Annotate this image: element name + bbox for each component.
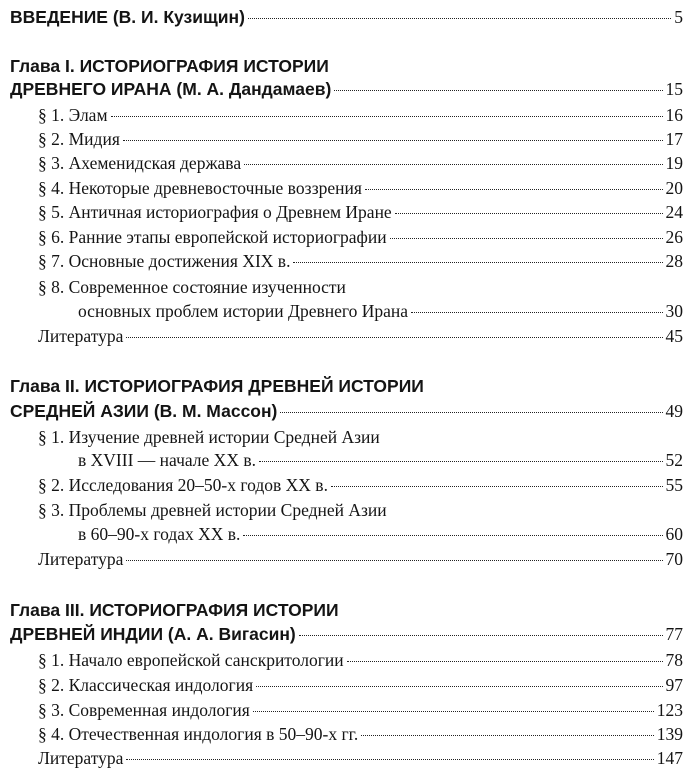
dot-leader (293, 262, 662, 263)
dot-leader (334, 90, 662, 91)
page-number: 24 (665, 202, 683, 222)
dot-leader (248, 18, 671, 19)
dot-leader (365, 189, 663, 190)
entry-title: СРЕДНЕЙ АЗИИ (В. М. Массон) (10, 401, 278, 421)
toc-entry-ch3-sec2[interactable] (38, 674, 683, 696)
dot-leader (111, 116, 663, 117)
toc-entry-ch1-sec6[interactable] (38, 226, 683, 248)
toc-entry-ch2-sec1-line1: § 1. Изучение древней истории Средней Азии (38, 427, 380, 447)
entry-title: § 5. Античная историография о Древнем Иране (38, 202, 392, 222)
entry-title: § 4. Некоторые древневосточные воззрения (38, 178, 362, 198)
page-number: 147 (656, 748, 683, 768)
toc-entry-ch1-sec3[interactable] (38, 152, 683, 174)
page-number: 52 (665, 450, 683, 470)
toc-entry-ch3-sec3[interactable] (38, 699, 683, 721)
dot-leader (244, 164, 662, 165)
dot-leader (299, 635, 663, 636)
toc-entry-ch3-literature[interactable] (38, 747, 683, 769)
toc-entry-ch2-sec2[interactable] (38, 474, 683, 496)
toc-entry-ch1-literature[interactable] (38, 325, 683, 347)
entry-title: § 2. Мидия (38, 129, 120, 149)
entry-title: § 3. Современная индология (38, 700, 250, 720)
toc-entry-ch1-sec5[interactable] (38, 201, 683, 223)
page-number: 30 (665, 301, 683, 321)
entry-title: ДРЕВНЕГО ИРАНА (М. А. Дандамаев) (10, 79, 332, 99)
toc-entry-chapter-2[interactable] (10, 400, 683, 422)
entry-title: § 2. Исследования 20–50-х годов XX в. (38, 475, 328, 495)
dot-leader (243, 535, 662, 536)
dot-leader (123, 140, 663, 141)
toc-entry-ch1-sec8[interactable] (78, 300, 683, 322)
dot-leader (390, 238, 663, 239)
entry-title: Литература (38, 748, 124, 768)
page-number: 139 (656, 724, 683, 744)
chapter-1-title-line1: Глава I. ИСТОРИОГРАФИЯ ИСТОРИИ (10, 56, 329, 76)
entry-title: ВВЕДЕНИЕ (В. И. Кузищин) (10, 7, 245, 27)
entry-title: § 2. Классическая индология (38, 675, 254, 695)
chapter-3-title-line1: Глава III. ИСТОРИОГРАФИЯ ИСТОРИИ (10, 600, 339, 620)
page-number: 123 (656, 700, 683, 720)
dot-leader (256, 686, 662, 687)
page-number: 15 (665, 79, 683, 99)
entry-title: § 1. Элам (38, 105, 108, 125)
page-number: 55 (665, 475, 683, 495)
toc-entry-intro[interactable] (10, 6, 683, 28)
toc-entry-ch2-sec3-line1: § 3. Проблемы древней истории Средней Азии (38, 500, 387, 520)
dot-leader (126, 337, 662, 338)
entry-title: Литература (38, 326, 124, 346)
dot-leader (253, 711, 654, 712)
entry-title: Литература (38, 549, 124, 569)
chapter-2-title-line1: Глава II. ИСТОРИОГРАФИЯ ДРЕВНЕЙ ИСТОРИИ (10, 376, 424, 396)
dot-leader (126, 759, 653, 760)
toc-entry-ch3-sec4[interactable] (38, 723, 683, 745)
page-number: 17 (665, 129, 683, 149)
page-number: 97 (665, 675, 683, 695)
toc-entry-chapter-1[interactable] (10, 78, 683, 100)
page-number: 60 (665, 524, 683, 544)
entry-title: основных проблем истории Древнего Ирана (78, 301, 409, 321)
dot-leader (411, 312, 662, 313)
page-number: 19 (665, 153, 683, 173)
page-number: 49 (665, 401, 683, 421)
dot-leader (331, 486, 663, 487)
page-number: 26 (665, 227, 683, 247)
toc-entry-ch1-sec7[interactable] (38, 250, 683, 272)
toc-entry-ch1-sec1[interactable] (38, 104, 683, 126)
entry-title: § 4. Отечественная индология в 50–90-х гг. (38, 724, 359, 744)
toc-entry-ch2-sec1[interactable] (78, 449, 683, 471)
page-number: 20 (665, 178, 683, 198)
page-number: 77 (665, 624, 683, 644)
toc-entry-ch3-sec1[interactable] (38, 649, 683, 671)
dot-leader (347, 661, 663, 662)
page-number: 28 (665, 251, 683, 271)
page-number: 78 (665, 650, 683, 670)
dot-leader (259, 461, 663, 462)
entry-title: § 3. Ахеменидская держава (38, 153, 242, 173)
dot-leader (280, 412, 662, 413)
page-number: 16 (665, 105, 683, 125)
page-number: 45 (665, 326, 683, 346)
toc-entry-ch1-sec2[interactable] (38, 128, 683, 150)
entry-title: § 6. Ранние этапы европейской историографии (38, 227, 387, 247)
entry-title: в 60–90-х годах XX в. (78, 524, 241, 544)
toc-entry-ch2-literature[interactable] (38, 548, 683, 570)
dot-leader (126, 560, 662, 561)
page-number: 70 (665, 549, 683, 569)
toc-entry-ch2-sec3[interactable] (78, 523, 683, 545)
entry-title: § 1. Начало европейской санскритологии (38, 650, 344, 670)
dot-leader (395, 213, 663, 214)
dot-leader (361, 735, 654, 736)
toc-entry-chapter-3[interactable] (10, 623, 683, 645)
page-number: 5 (674, 7, 683, 27)
entry-title: ДРЕВНЕЙ ИНДИИ (А. А. Вигасин) (10, 624, 296, 644)
toc-entry-ch1-sec8-line1: § 8. Современное состояние изученности (38, 277, 346, 297)
entry-title: § 7. Основные достижения XIX в. (38, 251, 291, 271)
entry-title: в XVIII — начале XX в. (78, 450, 256, 470)
toc-entry-ch1-sec4[interactable] (38, 177, 683, 199)
